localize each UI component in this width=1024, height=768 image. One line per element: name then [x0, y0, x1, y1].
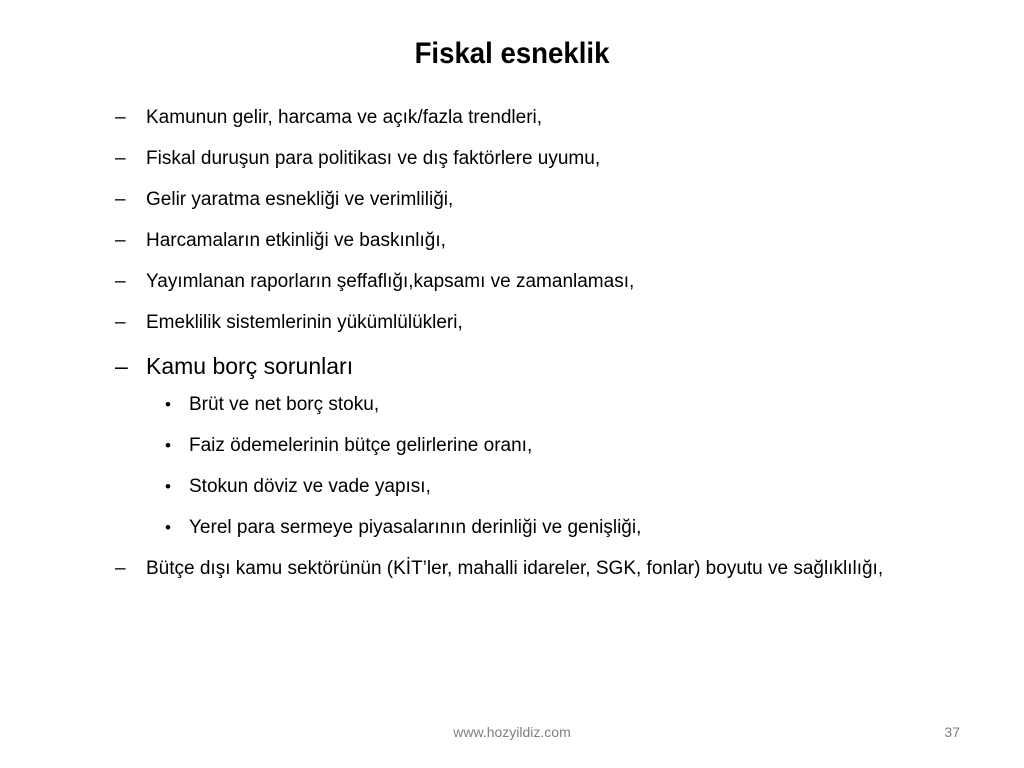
dash-marker: –: [115, 271, 126, 292]
dot-marker: •: [165, 395, 171, 414]
sub-list-item-text: Faiz ödemelerinin bütçe gelirlerine oranı,: [189, 435, 533, 456]
list-item-text: Gelir yaratma esnekliği ve verimliliği,: [146, 189, 454, 210]
dash-marker: –: [115, 312, 126, 333]
dot-marker: •: [165, 477, 171, 496]
sub-list-item-text: Brüt ve net borç stoku,: [189, 394, 380, 415]
dash-marker: –: [115, 230, 126, 251]
list-item-text: Kamunun gelir, harcama ve açık/fazla trendleri,: [146, 107, 543, 128]
sub-list-item: [113, 514, 913, 542]
list-item-text: Fiskal duruşun para politikası ve dış faktörlere uyumu,: [146, 148, 601, 169]
list-item-text: Kamu borç sorunları: [146, 353, 354, 379]
dash-marker: –: [115, 148, 126, 169]
sub-list-item-text: Stokun döviz ve vade yapısı,: [189, 476, 431, 497]
list-item-text: Emeklilik sistemlerinin yükümlülükleri,: [146, 312, 463, 333]
slide-title: Fiskal esneklik: [414, 37, 610, 70]
list-item-text: Yayımlanan raporların şeffaflığı,kapsamı ve zamanlaması,: [146, 271, 635, 292]
sub-list-item-text: Yerel para sermeye piyasalarının derinliği ve genişliği,: [189, 517, 642, 538]
list-item: [113, 227, 913, 255]
list-item: [113, 268, 913, 296]
list-item-heading: [113, 350, 913, 382]
sub-list-item: [113, 391, 913, 419]
list-item: [113, 555, 913, 583]
list-item-text: Bütçe dışı kamu sektörünün (KİT’ler, mahalli idareler, SGK, fonlar) boyutu ve sağlıklılığı,: [146, 558, 884, 579]
dash-marker: –: [115, 107, 126, 128]
list-item: [113, 145, 913, 173]
dot-marker: •: [165, 436, 171, 455]
bullet-list: [113, 104, 913, 596]
dash-marker: –: [115, 558, 126, 579]
footer-url: www.hozyildiz.com: [453, 724, 571, 740]
dash-marker: –: [115, 353, 128, 379]
dot-marker: •: [165, 518, 171, 537]
list-item: [113, 309, 913, 337]
dash-marker: –: [115, 189, 126, 210]
sub-list-item: [113, 432, 913, 460]
list-item: [113, 186, 913, 214]
page-number: 37: [944, 724, 960, 740]
list-item-text: Harcamaların etkinliği ve baskınlığı,: [146, 230, 446, 251]
list-item: [113, 104, 913, 132]
sub-list-item: [113, 473, 913, 501]
